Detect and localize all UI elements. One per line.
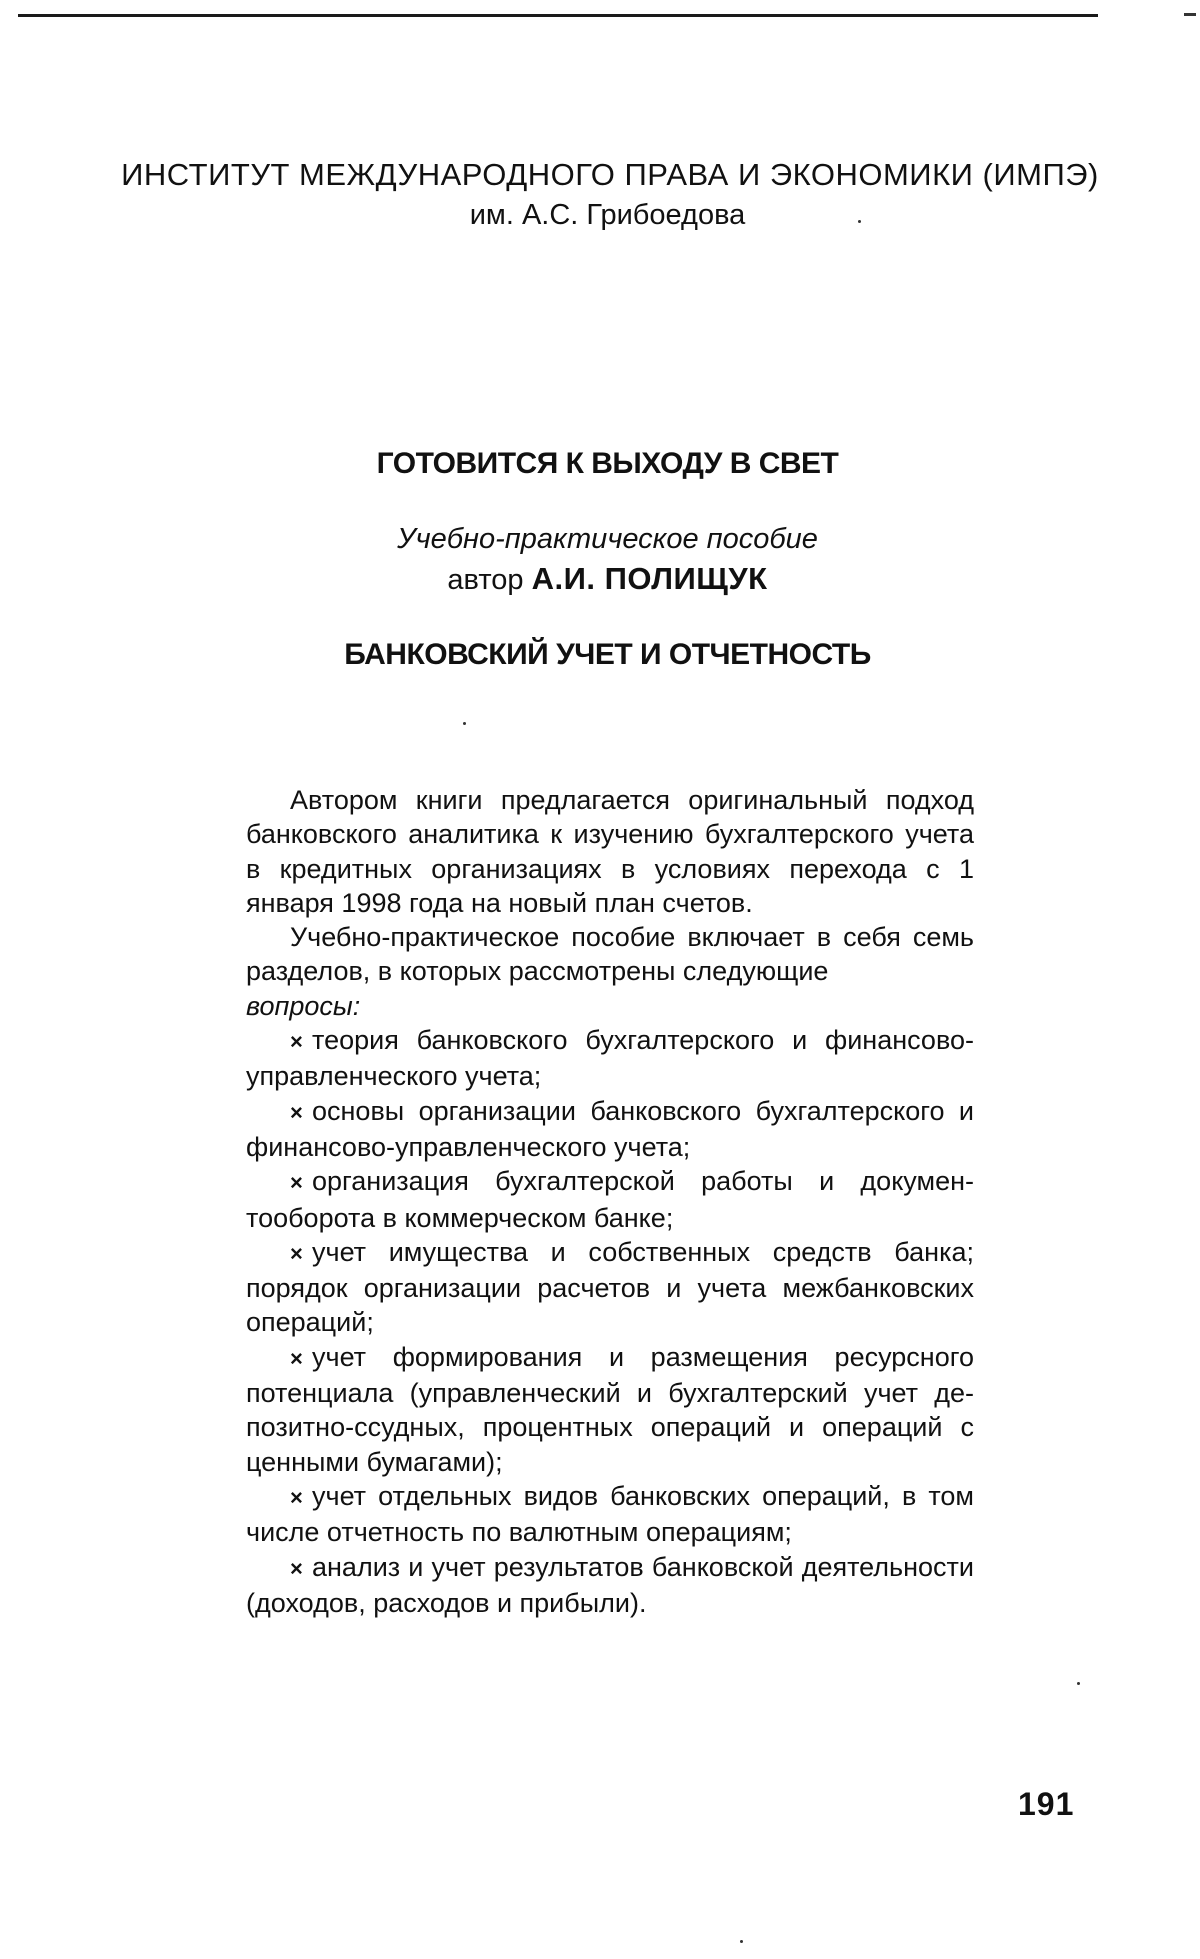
author-line <box>0 561 1200 597</box>
institute-name: ИНСТИТУТ МЕЖДУНАРОДНОГО ПРАВА И ЭКОНОМИКИ (ИМПЭ) <box>121 157 1099 192</box>
scan-speck <box>858 220 861 223</box>
topic-text: организация бухгалтерской работы и документооборота в коммерческом банке; <box>246 1166 974 1233</box>
contents-intro-lead: вопросы: <box>246 990 361 1021</box>
topic-list <box>246 1023 974 1620</box>
description-paragraph: Автором книги предлагается оригинальный подход банковского аналитика к изучению бухгалтерского учета в кредитных организациях в условиях перехода с 1 января 1998 года на новый план счетов. <box>246 785 974 918</box>
scan-speck <box>740 1940 743 1943</box>
announcement-heading: ГОТОВИТСЯ К ВЫХОДУ В СВЕТ <box>376 447 839 480</box>
topic-text: основы организации банковского бухгалтерского и финансово-управленческого учета; <box>246 1095 974 1162</box>
author-name: А.И. ПОЛИЩУК <box>531 561 768 596</box>
bullet-icon: × <box>290 1345 303 1371</box>
topic-text: учет отдельных видов банковских операций, в том числе отчетность по валютным операциям; <box>246 1480 974 1548</box>
scan-speck <box>1077 1682 1080 1685</box>
bullet-icon: × <box>290 1555 303 1581</box>
list-item <box>246 1479 974 1550</box>
list-item <box>246 1023 974 1094</box>
scan-speck <box>463 722 466 725</box>
author-prefix: автор <box>447 564 524 596</box>
institute-subtitle: им. А.С. Грибоедова <box>469 199 746 231</box>
edge-mark <box>1184 13 1196 16</box>
topic-text: учет имущества и собственных средств банка; порядок организации расчетов и учета межбанковских операций; <box>246 1236 974 1338</box>
contents-intro <box>246 920 974 1023</box>
book-description <box>246 783 974 1620</box>
bullet-icon: × <box>290 1170 303 1196</box>
list-item <box>246 1235 974 1340</box>
topic-text: теория банковского бухгалтерского и финансово-управленческого учета; <box>246 1025 974 1092</box>
topic-text: анализ и учет результатов банковской деятельности (доходов, расходов и прибыли). <box>246 1551 974 1618</box>
bullet-icon: × <box>290 1029 303 1055</box>
topic-text: учет формирования и размещения ресурсного потенциала (управленческий и бухгалтерский учет депозитно-ссудных, процентных операций и операций с ценными бумагами); <box>246 1341 974 1477</box>
book-title: БАНКОВСКИЙ УЧЕТ И ОТЧЕТНОСТЬ <box>344 638 871 671</box>
list-item <box>246 1550 974 1621</box>
bullet-icon: × <box>290 1099 303 1125</box>
list-item <box>246 1164 974 1235</box>
book-type: Учебно-практическое пособие <box>397 523 818 555</box>
top-rule <box>18 14 1098 17</box>
list-item <box>246 1094 974 1165</box>
bullet-icon: × <box>290 1240 303 1266</box>
contents-intro-text: Учебно-практическое пособие включает в себя семь разделов, в которых рассмотрены следующие <box>246 922 974 987</box>
list-item <box>246 1340 974 1479</box>
bullet-icon: × <box>290 1484 303 1510</box>
page-number: 191 <box>1018 1786 1075 1822</box>
